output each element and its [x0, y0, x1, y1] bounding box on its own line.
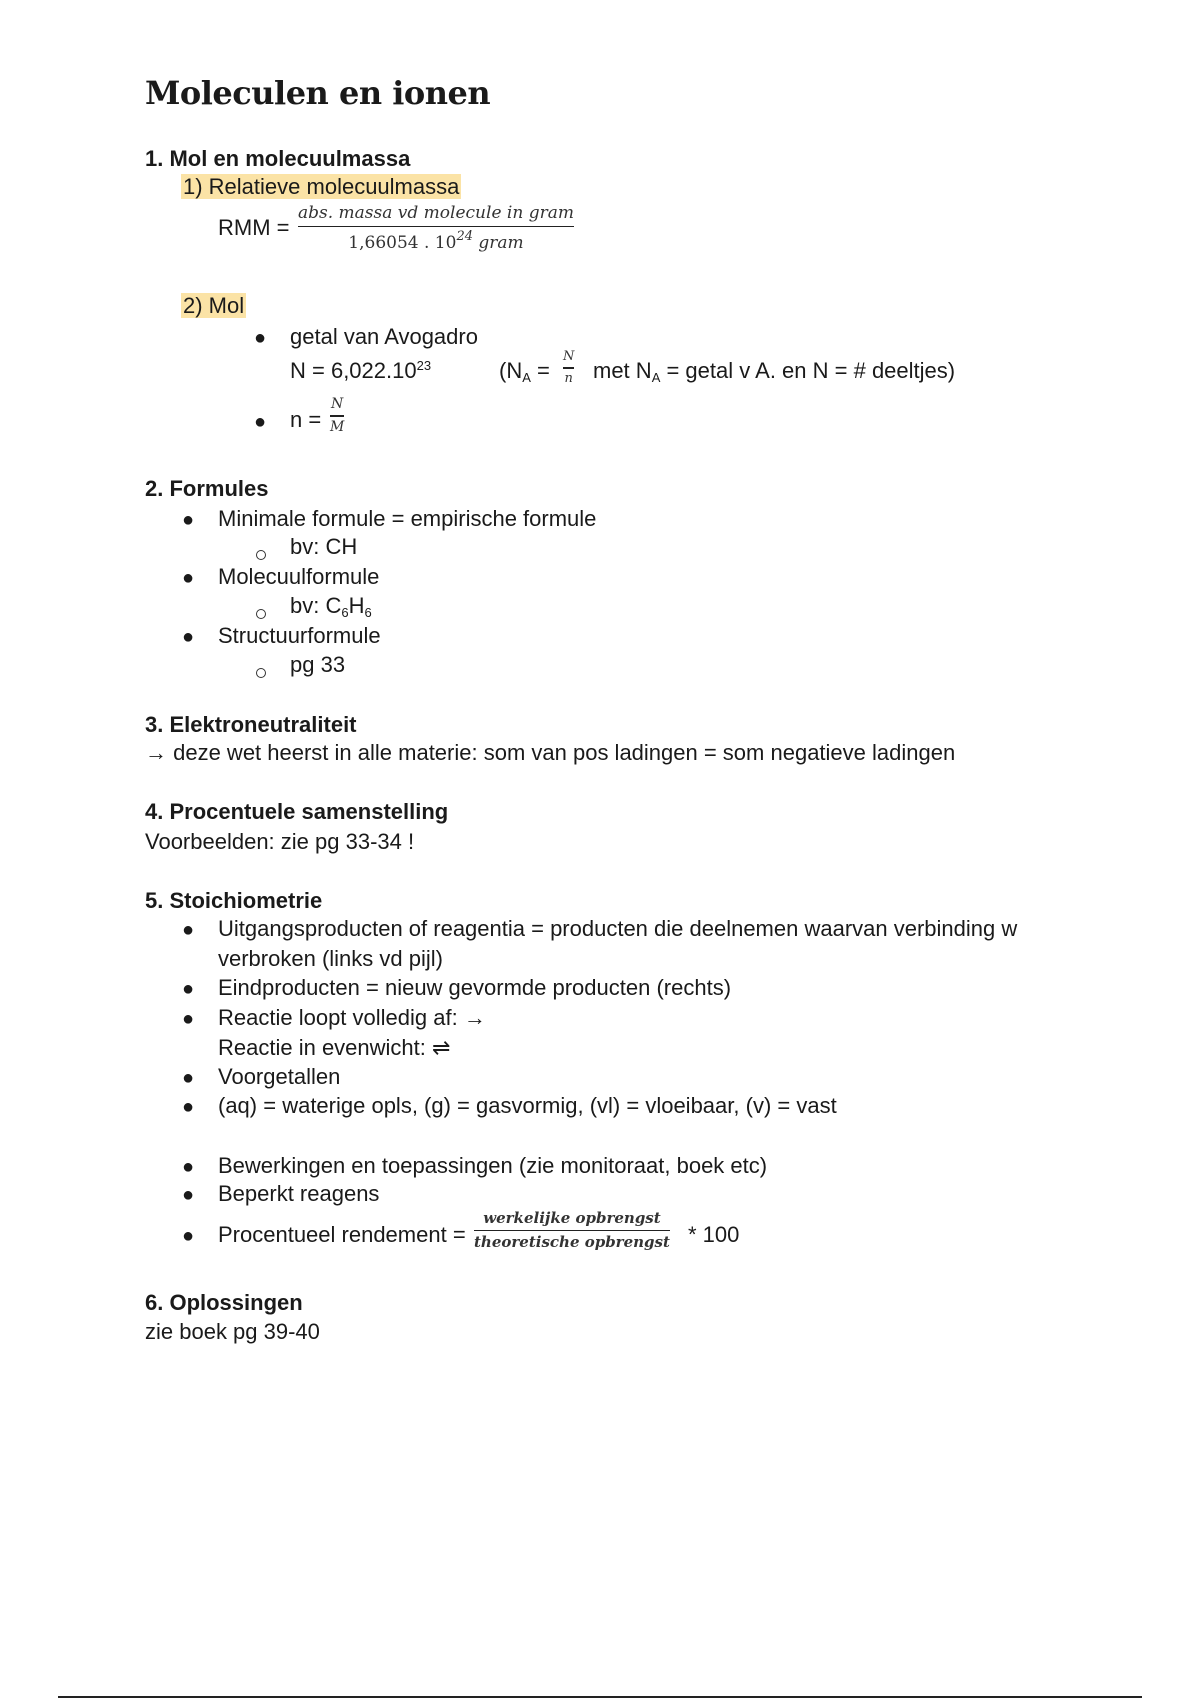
- list-item: Molecuulformule: [218, 564, 380, 589]
- section-1-heading: 1. Mol en molecuulmassa: [145, 146, 411, 171]
- list-item: Reactie loopt volledig af: →: [218, 1005, 486, 1030]
- list-item: Minimale formule = empirische formule: [218, 506, 597, 531]
- circle-bullet-icon: [256, 668, 266, 678]
- bullet-icon: ●: [182, 919, 195, 941]
- list-item: Bewerkingen en toepassingen (zie monitoraat, boek etc): [218, 1153, 768, 1178]
- paragraph: → deze wet heerst in alle materie: som van pos ladingen = som negatieve ladingen: [145, 740, 956, 765]
- bullet-icon: ●: [182, 567, 195, 589]
- subheading-mol: 2) Mol: [183, 293, 245, 318]
- list-item: (aq) = waterige opls, (g) = gasvormig, (vl) = vloeibaar, (v) = vast: [218, 1093, 837, 1118]
- list-item-continued: Reactie in evenwicht: ⇌: [218, 1035, 451, 1060]
- n-label: n =: [290, 407, 322, 432]
- section-3-heading: 3. Elektroneutraliteit: [145, 712, 357, 737]
- bullet-icon: ●: [182, 1184, 195, 1206]
- circle-bullet-icon: [256, 550, 266, 560]
- footer-divider: [58, 1696, 1142, 1698]
- rendement-tail: * 100: [688, 1222, 740, 1247]
- paragraph: zie boek pg 39-40: [145, 1319, 320, 1344]
- section-6-heading: 6. Oplossingen: [145, 1290, 303, 1315]
- rmm-label: RMM =: [218, 215, 290, 240]
- paragraph: Voorbeelden: zie pg 33-34 !: [145, 829, 415, 854]
- rendement-fraction: [474, 1210, 670, 1251]
- na-fraction: N n: [563, 349, 575, 386]
- section-5-heading: 5. Stoichiometrie: [145, 888, 323, 913]
- n-fraction: N M: [330, 396, 345, 435]
- page-title: Moleculen en ionen: [145, 74, 491, 112]
- rendement-numerator: werkelijke opbrengst: [483, 1209, 661, 1227]
- bullet-icon: ●: [254, 327, 267, 349]
- section-4-heading: 4. Procentuele samenstelling: [145, 799, 449, 824]
- list-item: Structuurformule: [218, 623, 381, 648]
- bullet-icon: ●: [254, 411, 267, 433]
- bullet-icon: ●: [182, 626, 195, 648]
- bullet-icon: ●: [182, 1008, 195, 1030]
- avogadro-text: getal van Avogadro: [290, 324, 478, 349]
- rmm-denominator: 1,66054 . $10^{24}$ gram: [348, 229, 524, 254]
- list-item: Uitgangsproducten of reagentia = producten die deelnemen waarvan verbinding w: [218, 916, 1018, 941]
- na-description: met $N_A$ = getal v A. en N = # deeltjes): [593, 358, 956, 385]
- rmm-numerator: abs. massa vd molecule in gram: [298, 203, 574, 223]
- list-item: Eindproducten = nieuw gevormde producten (rechts): [218, 975, 732, 1000]
- bullet-icon: ●: [182, 1067, 195, 1089]
- list-item: Beperkt reagens: [218, 1181, 380, 1206]
- bullet-icon: ●: [182, 978, 195, 1000]
- section-2-heading: 2. Formules: [145, 476, 269, 501]
- bullet-icon: ●: [182, 509, 195, 531]
- na-open: ($N_A$ =: [499, 358, 550, 385]
- circle-bullet-icon: [256, 609, 266, 619]
- rendement-denominator: theoretische opbrengst: [474, 1233, 670, 1251]
- avogadro-value: $N = 6,022.10^{23}$: [290, 358, 432, 383]
- rmm-fraction: [298, 204, 574, 253]
- subheading-relative-molecuulmassa: 1) Relatieve molecuulmassa: [183, 174, 460, 199]
- bullet-icon: ●: [182, 1096, 195, 1118]
- list-subitem: bv: $C_6H_6$: [290, 593, 372, 620]
- fraction-bar: [298, 226, 574, 228]
- list-subitem: bv: CH: [290, 534, 358, 559]
- rendement-label: Procentueel rendement =: [218, 1222, 466, 1247]
- list-subitem: pg 33: [290, 652, 346, 677]
- list-item: Voorgetallen: [218, 1064, 341, 1089]
- bullet-icon: ●: [182, 1156, 195, 1178]
- list-item-continued: verbroken (links vd pijl): [218, 946, 443, 971]
- bullet-icon: ●: [182, 1225, 195, 1247]
